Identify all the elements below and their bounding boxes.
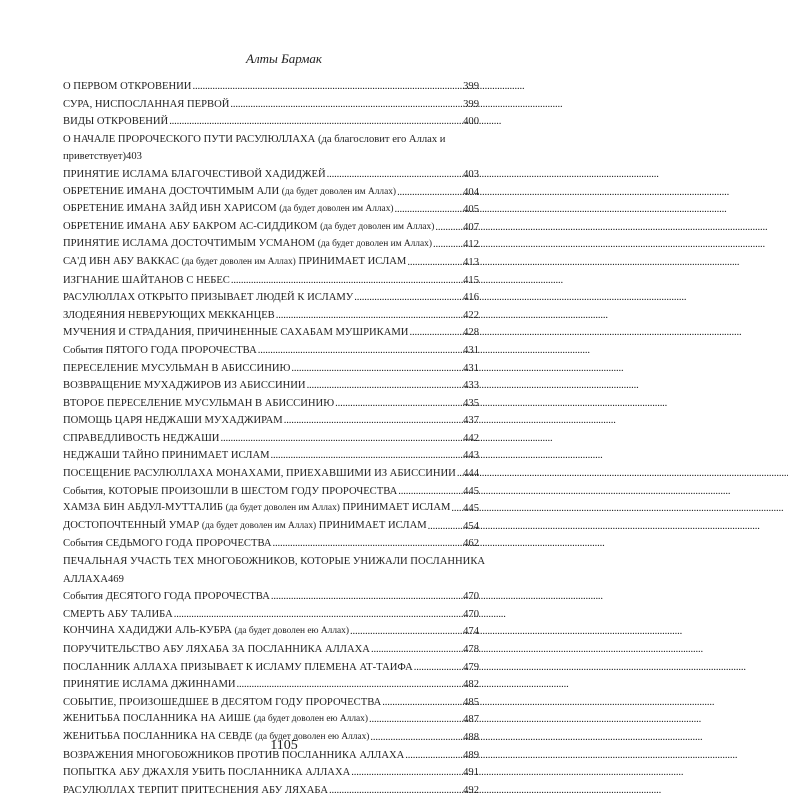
toc-entry-title	[63, 764, 350, 782]
toc-entry	[63, 78, 479, 96]
toc-entry	[63, 659, 479, 677]
toc-entry	[63, 236, 479, 254]
toc-entry-note: (да будет доволен им Аллах)	[317, 239, 432, 250]
toc-entry	[63, 430, 479, 448]
dot-leader	[451, 500, 462, 518]
dot-leader	[407, 254, 462, 272]
toc-entry-page: 478	[463, 644, 479, 655]
toc-entry-heading: ВОЗРАЖЕНИЯ МНОГОБОЖНИКОВ ПРОТИВ ПОСЛАННИКА АЛЛАХА	[63, 749, 405, 761]
toc-entry	[63, 113, 479, 131]
toc-entry	[63, 606, 479, 624]
toc-entry-page: 474	[463, 626, 479, 638]
dot-leader	[409, 324, 462, 342]
dot-leader	[174, 606, 462, 624]
toc-entry	[63, 360, 479, 378]
toc-entry	[63, 342, 479, 360]
toc-entry	[63, 412, 479, 430]
toc-entry-page: 431	[463, 362, 479, 374]
table-of-contents	[63, 78, 486, 799]
toc-entry-heading: События ПЯТОГО ГОДА ПРОРОЧЕСТВА	[63, 344, 257, 356]
toc-entry-note: (да будет доволен им Аллах)	[225, 503, 340, 514]
dot-leader	[271, 588, 462, 606]
dot-leader	[271, 447, 463, 465]
toc-entry-heading: ПОСЛАННИК АЛЛАХА ПРИЗЫВАЕТ К ИСЛАМУ ПЛЕМЕНА АТ-ТАИФА	[63, 661, 413, 673]
toc-entry-heading-end: ПРИНИМАЕТ ИСЛАМ	[342, 502, 451, 514]
toc-entry-title	[63, 483, 397, 501]
toc-entry-heading: ДОСТОПОЧТЕННЫЙ УМАР	[63, 519, 200, 531]
toc-entry-page: 445	[463, 503, 479, 515]
toc-entry-heading: РАСУЛЮЛЛАХ ТЕРПИТ ПРИТЕСНЕНИЯ АБУ ЛЯХАБА	[63, 784, 329, 796]
dot-leader	[291, 360, 462, 378]
toc-entry-note: (да будет доволен ею Аллах)	[253, 714, 368, 725]
toc-entry-page: 400	[463, 116, 479, 128]
toc-entry-page: 445	[463, 485, 479, 497]
toc-entry	[63, 184, 479, 202]
dot-leader	[169, 113, 462, 131]
toc-entry-title	[63, 113, 168, 131]
dot-leader	[433, 236, 462, 254]
toc-entry-title	[63, 183, 396, 202]
toc-entry-title	[63, 606, 173, 624]
toc-entry-page: 407	[463, 221, 479, 233]
toc-entry	[63, 166, 479, 184]
toc-entry-heading: ЖЕНИТЬБА ПОСЛАННИКА НА СЕВДЕ	[63, 730, 253, 742]
toc-entry-title	[63, 412, 283, 430]
toc-entry	[63, 289, 479, 307]
toc-entry-heading: ХАМЗА БИН АБДУЛ-МУТТАЛИБ	[63, 502, 223, 514]
toc-entry-page: 405	[463, 204, 479, 216]
toc-entry-continuation: приветствует)	[63, 151, 127, 163]
toc-entry	[63, 518, 479, 536]
toc-entry	[63, 395, 479, 413]
toc-entry-note: (да будет доволен им Аллах)	[279, 204, 394, 215]
dot-leader	[397, 184, 462, 202]
toc-entry-line	[63, 131, 479, 149]
toc-entry-page: 431	[463, 344, 479, 356]
toc-entry-title	[63, 253, 406, 272]
toc-entry	[63, 465, 479, 483]
toc-entry-heading: ОБРЕТЕНИЕ ИМАНА ЗАЙД ИБН ХАРИСОМ	[63, 203, 277, 215]
toc-entry-page: 404	[463, 186, 479, 198]
toc-entry-line	[63, 553, 486, 571]
toc-entry-heading: ОБРЕТЕНИЕ ИМАНА АБУ БАКРОМ АС-СИДДИКОМ	[63, 220, 318, 232]
toc-entry-page: 454	[463, 520, 479, 532]
toc-entry-title	[63, 218, 434, 237]
dot-leader	[329, 782, 462, 800]
toc-entry	[63, 131, 479, 166]
toc-entry	[63, 764, 479, 782]
dot-leader	[382, 694, 462, 712]
toc-entry-title	[63, 622, 349, 641]
dot-leader	[335, 395, 462, 413]
toc-entry-heading: ЖЕНИТЬБА ПОСЛАННИКА НА АИШЕ	[63, 713, 251, 725]
toc-entry-heading: О НАЧАЛЕ ПРОРОЧЕСКОГО ПУТИ РАСУЛЮЛЛАХА	[63, 133, 316, 145]
toc-entry-line	[63, 571, 479, 589]
toc-entry-continuation: АЛЛАХА	[63, 573, 108, 585]
toc-entry-heading: МУЧЕНИЯ И СТРАДАНИЯ, ПРИЧИНЕННЫЕ САХАБАМ МУШРИКАМИ	[63, 327, 409, 339]
toc-entry-title	[63, 78, 191, 96]
toc-entry	[63, 447, 479, 465]
toc-entry-heading: События СЕДЬМОГО ГОДА ПРОРОЧЕСТВА	[63, 538, 272, 550]
toc-entry-page: 491	[463, 767, 479, 779]
toc-entry-page: 489	[463, 749, 479, 761]
toc-entry-heading: ВТОРОЕ ПЕРЕСЕЛЕНИЕ МУСУЛЬМАН В АБИССИНИЮ	[63, 397, 335, 409]
toc-entry-title	[63, 694, 381, 712]
toc-entry	[63, 588, 479, 606]
toc-entry-title	[63, 447, 270, 465]
toc-entry-page: 488	[463, 731, 479, 743]
toc-entry	[63, 377, 479, 395]
toc-entry-page: 485	[463, 696, 479, 708]
toc-entry	[63, 676, 479, 694]
toc-entry-title	[63, 342, 257, 360]
toc-entry-heading: ВИДЫ ОТКРОВЕНИЙ	[63, 116, 169, 128]
toc-entry-heading: КОНЧИНА ХАДИДЖИ АЛЬ-КУБРА	[63, 625, 232, 637]
toc-entry-page: 403	[463, 168, 479, 180]
toc-entry-page: 403	[126, 151, 142, 163]
toc-entry-heading: События, КОТОРЫЕ ПРОИЗОШЛИ В ШЕСТОМ ГОДУ ПРОРОЧЕСТВА	[63, 485, 398, 497]
toc-entry-note: (да будет доволен им Аллах)	[281, 186, 397, 197]
toc-entry-line	[63, 148, 479, 166]
toc-entry-page: 443	[463, 450, 479, 462]
dot-leader	[276, 307, 462, 325]
dot-leader	[354, 289, 462, 307]
toc-entry	[63, 324, 479, 342]
toc-entry-title	[63, 96, 229, 114]
toc-entry	[63, 782, 479, 800]
toc-entry-title	[63, 377, 306, 395]
toc-entry-title	[63, 499, 450, 518]
toc-entry-heading: ЗЛОДЕЯНИЯ НЕВЕРУЮЩИХ МЕККАНЦЕВ	[63, 309, 275, 321]
toc-entry-note: (да будет доволен ею Аллах)	[234, 626, 349, 637]
dot-leader	[307, 377, 463, 395]
dot-leader	[230, 96, 462, 114]
toc-entry-page: 422	[463, 309, 479, 321]
page-number: 1105	[270, 738, 298, 753]
toc-entry-heading-end: ПРИНИМАЕТ ИСЛАМ	[318, 519, 427, 531]
toc-entry-heading: ПРИНЯТИЕ ИСЛАМА БЛАГОЧЕСТИВОЙ ХАДИДЖЕЙ	[63, 168, 326, 180]
toc-entry-title	[63, 360, 290, 378]
toc-entry-heading: РАСУЛЮЛЛАХ ОТКРЫТО ПРИЗЫВАЕТ ЛЮДЕЙ К ИСЛАМУ	[63, 292, 354, 304]
dot-leader	[398, 483, 462, 501]
toc-entry-page: 415	[463, 274, 479, 286]
toc-entry-title	[63, 659, 413, 677]
toc-entry-heading: ОБРЕТЕНИЕ ИМАНА ДОСТОЧТИМЫМ АЛИ	[63, 185, 280, 197]
dot-leader	[435, 219, 462, 237]
toc-entry-heading: ПОМОЩЬ ЦАРЯ НЕДЖАШИ МУХАДЖИРАМ	[63, 415, 283, 427]
dot-leader	[192, 78, 462, 96]
toc-entry	[63, 694, 479, 712]
toc-entry-heading: ПРИНЯТИЕ ИСЛАМА ДОСТОЧТИМЫМ УСМАНОМ	[63, 238, 316, 250]
toc-entry-page: 416	[463, 292, 479, 304]
toc-entry	[63, 623, 479, 641]
toc-entry-heading: НЕДЖАШИ ТАЙНО ПРИНИМАЕТ ИСЛАМ	[63, 450, 270, 462]
toc-entry	[63, 219, 479, 237]
dot-leader	[273, 535, 463, 553]
toc-entry-page: 428	[463, 327, 479, 339]
toc-entry-note: (да будет доволен ею Аллах)	[254, 731, 370, 742]
toc-entry-page: 435	[463, 397, 479, 409]
toc-entry-heading: СА'Д ИБН АБУ ВАККАС	[63, 255, 179, 267]
toc-entry-title	[63, 235, 432, 254]
toc-entry-page: 482	[463, 679, 479, 691]
toc-entry-heading: ПОСЕЩЕНИЕ РАСУЛЮЛЛАХА МОНАХАМИ, ПРИЕХАВШИМИ ИЗ АБИССИНИИ	[63, 468, 456, 480]
toc-entry-title	[63, 782, 328, 800]
toc-entry-heading: ПЕЧАЛЬНАЯ УЧАСТЬ ТЕХ МНОГОБОЖНИКОВ, КОТОРЫЕ УНИЖАЛИ ПОСЛАННИКА	[63, 556, 486, 568]
toc-entry-page: 444	[463, 468, 479, 480]
toc-entry-title	[63, 307, 275, 325]
dot-leader	[220, 430, 462, 448]
toc-entry-title	[63, 166, 326, 184]
toc-entry-heading: ИЗГНАНИЕ ШАЙТАНОВ С НЕБЕС	[63, 274, 230, 286]
toc-entry-title	[63, 134, 445, 145]
toc-entry	[63, 272, 479, 290]
toc-entry	[63, 641, 479, 659]
toc-entry-title	[63, 517, 427, 536]
dot-leader	[371, 641, 462, 659]
toc-entry-title	[63, 465, 456, 483]
toc-entry-heading: События ДЕСЯТОГО ГОДА ПРОРОЧЕСТВА	[63, 591, 270, 603]
dot-leader	[428, 518, 462, 536]
toc-entry	[63, 307, 479, 325]
toc-entry-title	[63, 289, 353, 307]
dot-leader	[457, 465, 462, 483]
toc-entry-page: 479	[463, 661, 479, 673]
toc-entry-heading: СОБЫТИЕ, ПРОИЗОШЕДШЕЕ В ДЕСЯТОМ ГОДУ ПРОРОЧЕСТВА	[63, 696, 382, 708]
running-title: Алты Бармак	[246, 51, 322, 66]
dot-leader	[414, 659, 462, 677]
toc-entry-title	[63, 556, 485, 567]
toc-entry	[63, 553, 486, 588]
toc-entry-note: (да будет доволен им Аллах)	[201, 520, 317, 531]
toc-entry	[63, 711, 479, 729]
toc-entry-title	[63, 641, 370, 659]
toc-entry-title	[63, 324, 408, 342]
toc-entry-page: 462	[463, 538, 479, 550]
toc-entry-page: 413	[463, 256, 479, 268]
toc-entry-heading: ПРИНЯТИЕ ИСЛАМА ДЖИННАМИ	[63, 679, 236, 691]
dot-leader	[284, 412, 462, 430]
toc-entry-heading: ПЕРЕСЕЛЕНИЕ МУСУЛЬМАН В АБИССИНИЮ	[63, 362, 291, 374]
toc-entry	[63, 201, 479, 219]
toc-entry-note: (да будет доволен им Аллах)	[181, 256, 296, 267]
toc-entry-title	[63, 676, 236, 694]
toc-entry-page: 399	[463, 98, 479, 110]
toc-entry	[63, 254, 479, 272]
toc-entry-title	[63, 395, 334, 413]
toc-entry-note: (да благословит его Аллах и	[317, 133, 446, 145]
toc-entry-page: 437	[463, 415, 479, 427]
toc-entry-heading: О ПЕРВОМ ОТКРОВЕНИИ	[63, 81, 192, 92]
dot-leader	[395, 201, 463, 219]
toc-entry-heading: СПРАВЕДЛИВОСТЬ НЕДЖАШИ	[63, 432, 220, 444]
toc-entry-title	[63, 710, 368, 729]
toc-entry-title	[63, 430, 219, 448]
toc-entry-page: 442	[463, 432, 479, 444]
toc-entry-title	[63, 588, 270, 606]
dot-leader	[327, 166, 462, 184]
toc-entry	[63, 535, 479, 553]
toc-entry-heading: СУРА, НИСПОСЛАННАЯ ПЕРВОЙ	[63, 98, 230, 110]
dot-leader	[351, 764, 462, 782]
toc-entry-page: 433	[463, 380, 479, 392]
dot-leader	[369, 711, 462, 729]
toc-entry-page: 399	[463, 81, 479, 92]
toc-entry-page: 470	[463, 591, 479, 603]
toc-entry-heading: ВОЗВРАЩЕНИЕ МУХАДЖИРОВ ИЗ АБИССИНИИ	[63, 380, 306, 392]
toc-entry	[63, 96, 479, 114]
toc-entry	[63, 483, 479, 501]
toc-entry	[63, 500, 479, 518]
toc-entry-note: (да будет доволен им Аллах)	[320, 221, 435, 232]
toc-entry-page: 412	[463, 239, 479, 251]
toc-entry-page: 492	[463, 784, 479, 796]
toc-entry-title	[63, 535, 272, 553]
dot-leader	[231, 272, 462, 290]
toc-entry-title	[63, 272, 230, 290]
toc-entry-heading: ПОПЫТКА АБУ ДЖАХЛЯ УБИТЬ ПОСЛАННИКА АЛЛАХА	[63, 767, 351, 779]
toc-entry-page: 487	[463, 714, 479, 726]
dot-leader	[258, 342, 462, 360]
toc-entry-heading: ПОРУЧИТЕЛЬСТВО АБУ ЛЯХАБА ЗА ПОСЛАННИКА АЛЛАХА	[63, 644, 370, 655]
toc-entry-page: 470	[463, 608, 479, 620]
toc-entry-title	[63, 200, 394, 219]
toc-entry-heading-end: ПРИНИМАЕТ ИСЛАМ	[298, 255, 407, 267]
dot-leader	[237, 676, 463, 694]
toc-entry-page: 469	[107, 573, 124, 585]
dot-leader	[350, 623, 462, 641]
toc-entry-heading: СМЕРТЬ АБУ ТАЛИБА	[63, 608, 173, 620]
